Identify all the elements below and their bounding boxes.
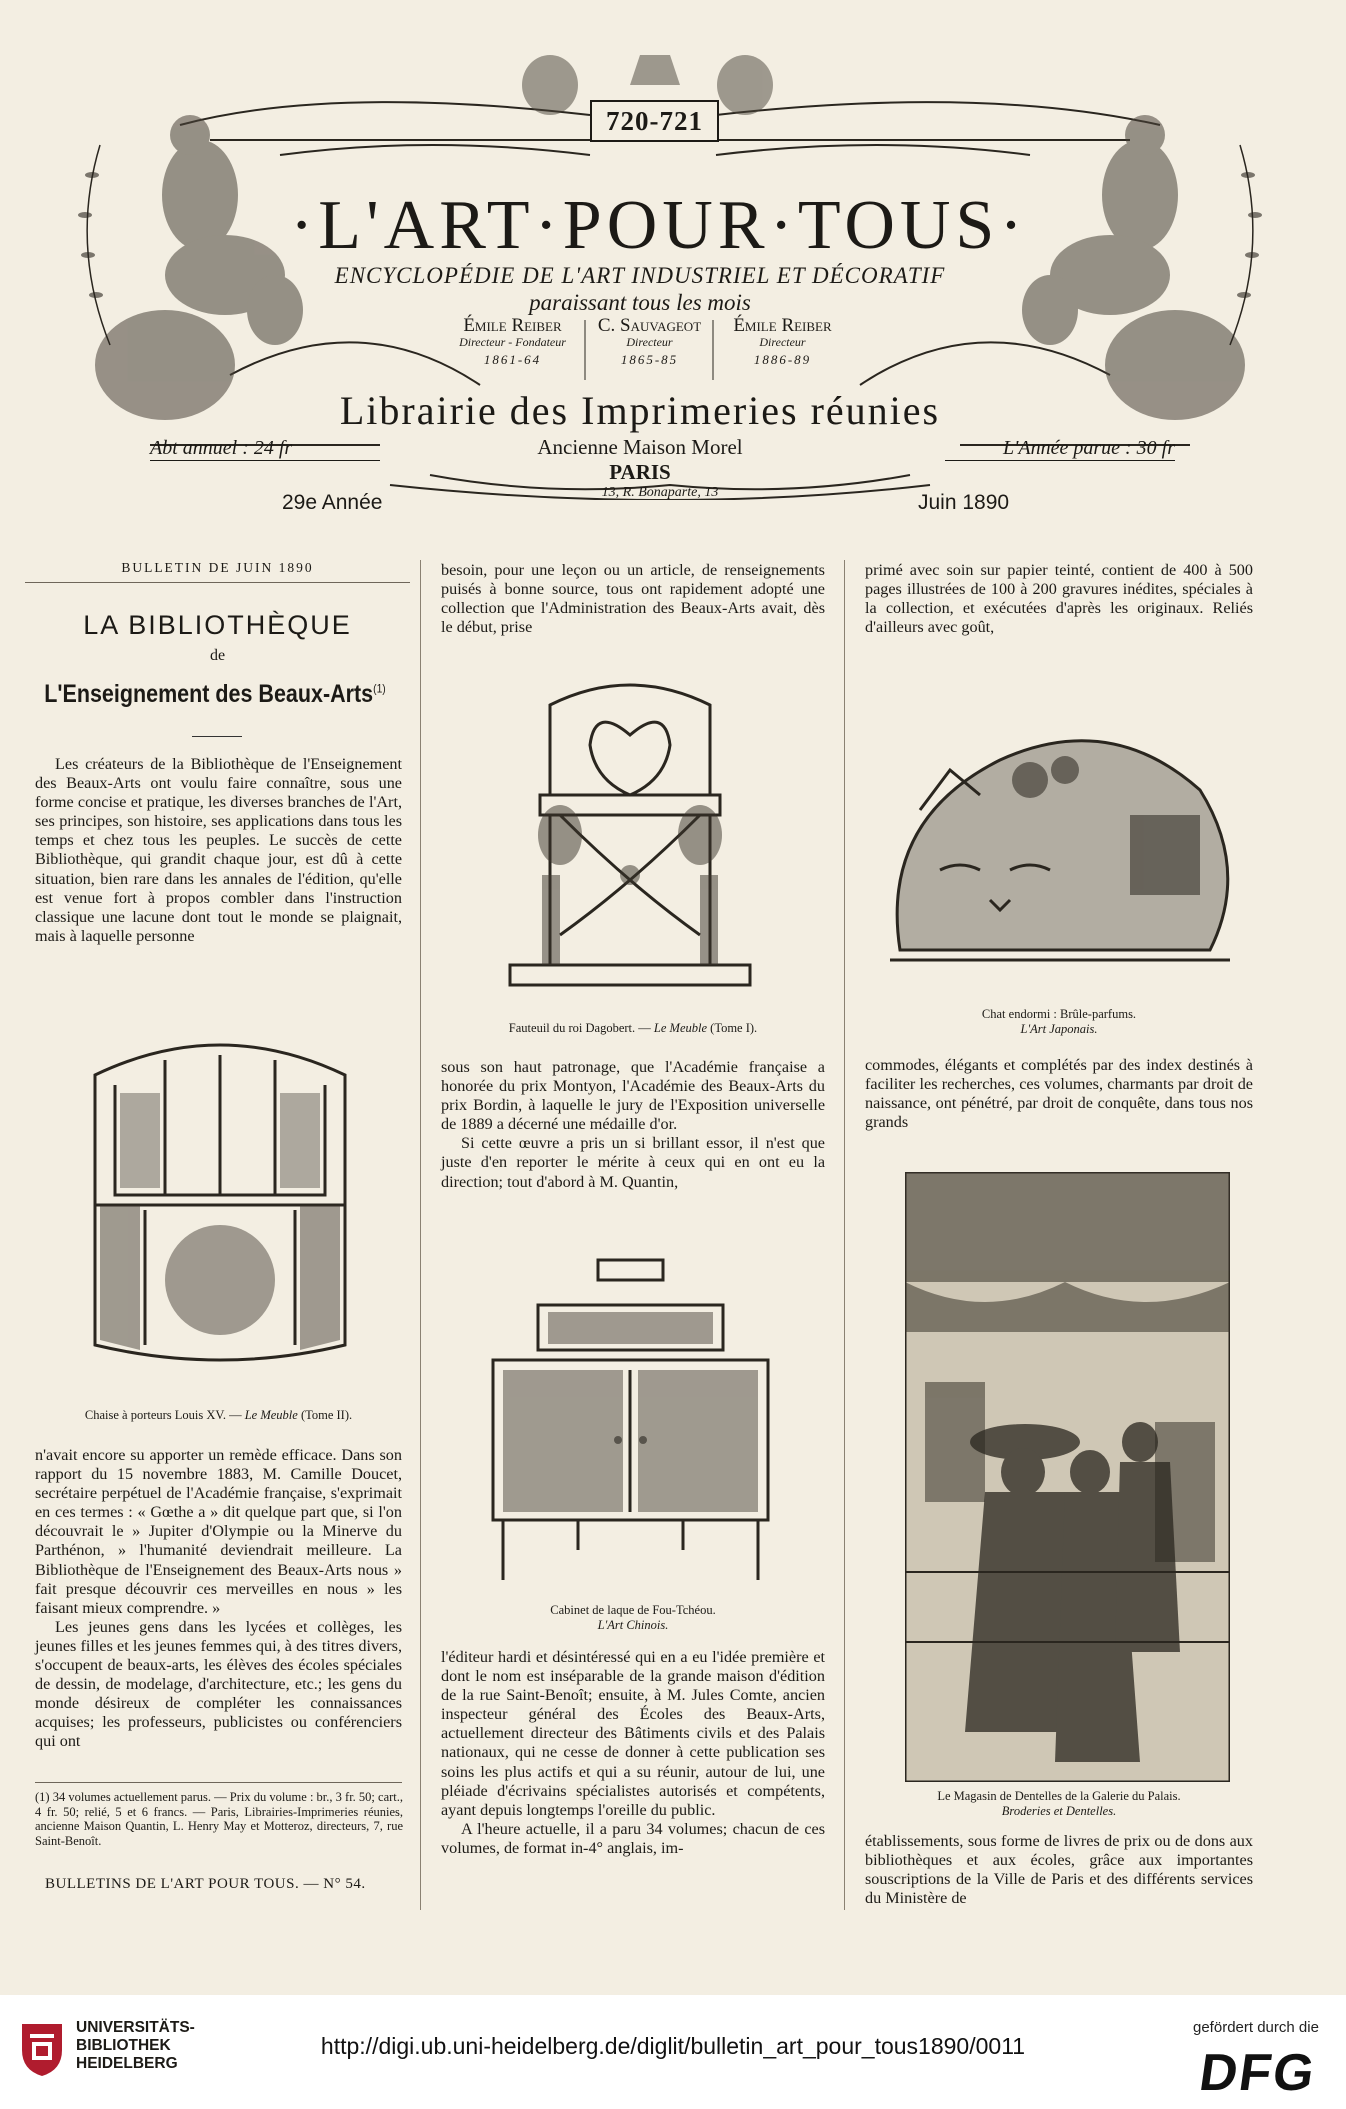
lacquer-cabinet-illustration: [478, 1250, 783, 1590]
column-2-bottom: [441, 1648, 825, 1858]
paragraph: n'avait encore su apporter un remède efficace. Dans son rapport du 15 novembre 1883, M. Camille Doucet, secrétaire perpétuel de l'Académie française, s'exprimait en ces termes : « Gœthe a » dit quelque part que, si l'on découvrait le » Jupiter d'Olympie ou la Minerve du Parthénon, » l'humanité deviendrait meilleure. La Bibliothèque de l'Enseignement des Beaux-Arts nous » fait presque découvrir ces merveilles en nous » les faisant mieux comprendre. »: [35, 1446, 402, 1617]
footer-line: BULLETINS DE L'ART POUR TOUS. — N° 54.: [45, 1876, 366, 1892]
paragraph: besoin, pour une leçon ou un article, de renseignements puisés à bonne source, tous ont rapidement adopté une collection que l'Administration des Beaux-Arts avait, dès le début, prise: [441, 561, 825, 637]
permalink-url[interactable]: http://digi.ub.uni-heidelberg.de/diglit/bulletin_art_pour_tous1890/0011: [320, 2033, 1026, 2059]
footnote-mark: (1): [373, 681, 386, 696]
bulletin-date: BULLETIN DE JUIN 1890: [121, 560, 314, 575]
paragraph: commodes, élégants et complétés par des index destinés à faciliter les recherches, ces volumes, charmants par droit de naissance, ont pénétré, par droit de conquête, dans tous nos grands: [865, 1056, 1253, 1132]
lacquer-cabinet-caption: Cabinet de laque de Fou-Tchéou. L'Art Chinois.: [550, 1603, 716, 1632]
article-title: LA BIBLIOTHÈQUE: [83, 610, 352, 640]
issue-number: 720-721: [590, 100, 719, 142]
address: 13, R. Bonaparte, 13: [601, 485, 719, 500]
column-rule: [844, 560, 845, 1910]
director-2: C. Sauvageot Directeur 1865-85: [597, 315, 702, 367]
issue-date: Juin 1890: [918, 491, 1010, 514]
sleeping-cat-illustration: [880, 700, 1240, 990]
sedan-chair-caption: Chaise à porteurs Louis XV. — Le Meuble (Tome II).: [84, 1408, 353, 1422]
column-2-top: [441, 561, 825, 637]
year-price: L'Année parue : 30 fr: [945, 437, 1175, 461]
column-3-middle: [865, 1056, 1253, 1132]
divider: [192, 736, 242, 737]
column-1-intro: [35, 755, 402, 946]
column-2-middle: [441, 1058, 825, 1192]
divider: [25, 582, 410, 583]
funding-label: gefördert durch die: [1193, 2019, 1319, 2036]
paragraph: Les jeunes gens dans les lycées et collèges, les jeunes filles et les jeunes femmes qui, à des titres divers, s'occupent de beaux-arts, les élèves des écoles spéciales de dessin, de modelage, d'architecture, etc.; les gens du monde désireux de compléter les connaissances acquises; les professeurs, publicistes ou conférenciers qui ont: [35, 1617, 402, 1751]
dfg-logo: DFG: [1195, 2044, 1320, 2102]
paragraph: Les créateurs de la Bibliothèque de l'Enseignement des Beaux-Arts ont voulu faire connaître, sous une forme concise et pratique, les diverses branches de l'Art, ses principes, son histoire, ses applications dans tous les temps et chez tous les peuples. Le succès de cette Bibliothèque, qui grandit chaque jour, est dû à cette situation, bien rare dans les annales de l'édition, qu'elle est venue fort à propos combler dans l'instruction classique une lacune dont tout le monde se plaignait, mais à laquelle personne: [35, 755, 402, 945]
dagobert-chair-caption: Fauteuil du roi Dagobert. — Le Meuble (Tome I).: [508, 1021, 758, 1035]
footnote: (1) 34 volumes actuellement parus. — Prix du volume : br., 3 fr. 50; cart., 4 fr. 50; relié, 5 et 6 francs. — Paris, Librairies-Imprimeries réunies, ancienne Maison Quantin, L. Henry May et Motteroz, directeurs, 7, rue Saint-Benoît.: [35, 1790, 403, 1848]
dagobert-chair-illustration: [480, 665, 780, 995]
sleeping-cat-caption: Chat endormi : Brûle-parfums. L'Art Japonais.: [981, 1007, 1137, 1036]
sedan-chair-illustration: [55, 1015, 385, 1385]
column-1-continuation: [35, 1446, 402, 1752]
former-house: Ancienne Maison Morel: [537, 435, 743, 459]
paragraph: primé avec soin sur papier teinté, contient de 400 à 500 pages illustrées de 100 à 200 gravures inédites, spéciales à la collection, et exécutées d'après les originaux. Reliés d'ailleurs avec goût,: [865, 561, 1253, 637]
publication-frequency: paraissant tous les mois: [529, 290, 751, 315]
city: PARIS: [609, 460, 671, 484]
paragraph: Si cette œuvre a pris un si brillant essor, il n'est que juste d'en reporter le mérite à ceux qui en ont eu la direction; tout d'abord à M. Quantin,: [441, 1134, 825, 1191]
paragraph: l'éditeur hardi et désintéressé qui en a eu l'idée première et dont le nom est inséparable de la grande maison d'édition de la rue Saint-Benoît; ensuite, à M. Jules Comte, ancien inspecteur général des Écoles des Beaux-Arts, actuellement directeur des Bâtiments civils et des Palais nationaux, qui ne cesse de donner à cette publication ses soins les plus actifs et qui a su réunir, autour de lui, une pléiade d'écrivains spécialistes autorisés et compétents, ayant depuis longtemps l'oreille du public.: [441, 1648, 825, 1819]
paragraph: établissements, sous forme de livres de prix ou de dons aux bibliothèques et aux écoles, grâce aux importantes souscriptions de la Ville de Paris et des différents services du Ministère de: [865, 1832, 1253, 1908]
director-3: Émile Reiber Directeur 1886-89: [733, 315, 832, 367]
viewer-footer: [0, 1995, 1346, 2109]
subscription-price: Abt annuel : 24 fr: [150, 437, 380, 461]
publisher-name: Librairie des Imprimeries réunies: [339, 388, 941, 433]
journal-title: ·L'ART·POUR·TOUS·: [290, 187, 1028, 264]
column-3-top: [865, 561, 1253, 637]
paragraph: A l'heure actuelle, il a paru 34 volumes; chacun de ces volumes, de format in-4° anglais, im-: [441, 1819, 825, 1857]
article-subtitle: L'Enseignement des Beaux-Arts$^{(1)}$: [44, 680, 386, 708]
masthead: [30, 45, 1316, 514]
volume-year: 29e Année: [282, 491, 383, 514]
column-rule: [420, 560, 421, 1910]
paragraph: sous son haut patronage, que l'Académie française a honorée du prix Montyon, l'Académie des Beaux-Arts du prix Bordin, à laquelle le jury de l'Exposition universelle de 1889 a décerné une médaille d'or.: [441, 1058, 825, 1134]
column-3-bottom: [865, 1832, 1253, 1908]
journal-subtitle: ENCYCLOPÉDIE DE L'ART INDUSTRIEL ET DÉCORATIF: [334, 263, 946, 288]
footnote-rule: [35, 1782, 402, 1783]
article-title-de: de: [209, 647, 226, 664]
director-1: Émile Reiber Directeur - Fondateur 1861-64: [459, 315, 566, 367]
lace-gallery-caption: Le Magasin de Dentelles de la Galerie du Palais. Broderies et Dentelles.: [937, 1789, 1181, 1818]
university-library-name: UNIVERSITÄTS- BIBLIOTHEK HEIDELBERG: [76, 2019, 195, 2072]
lace-gallery-illustration: [905, 1172, 1230, 1782]
